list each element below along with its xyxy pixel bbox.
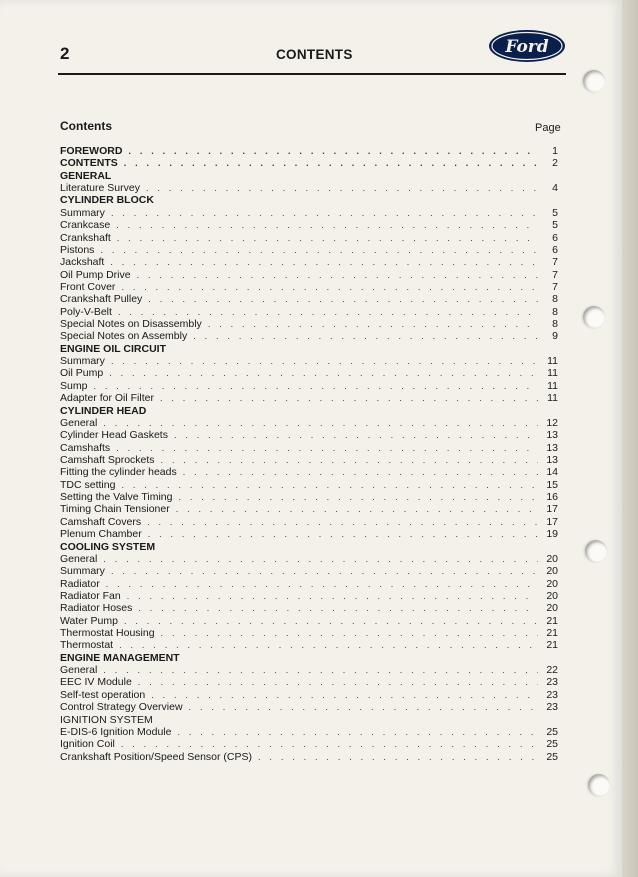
toc-row [60,405,558,417]
toc-entry-page: 8 [552,305,558,318]
toc-dot-leader [178,491,538,503]
toc-dot-leader [138,676,538,688]
toc-row [60,269,558,281]
toc-entry-label: EEC IV Module [60,676,132,689]
toc-dot-leader [189,701,538,713]
toc-entry-label: Thermostat Housing [60,627,155,640]
toc-row [60,578,558,590]
toc-entry-page: 23 [546,676,558,689]
toc-dot-leader [176,503,538,515]
toc-row [60,318,558,330]
toc-dot-leader [116,442,538,454]
toc-entry-label: Poly-V-Belt [60,305,112,318]
toc-entry-label: Water Pump [60,614,118,627]
toc-entry-label: General [60,552,98,565]
punch-hole [585,540,607,562]
toc-entry-label: Cylinder Head Gaskets [60,429,168,442]
toc-entry-page: 7 [552,256,558,269]
toc-entry-page: 6 [552,243,558,256]
toc-dot-leader [151,689,538,701]
toc-row [60,714,558,726]
toc-dot-leader [103,664,538,676]
toc-entry-label: GENERAL [60,169,112,182]
toc-row [60,664,558,676]
toc-entry-page: 22 [546,664,558,677]
toc-entry-label: Special Notes on Assembly [60,330,188,343]
toc-entry-label: Camshaft Sprockets [60,453,155,466]
toc-row [60,429,558,441]
ford-logo-icon [488,29,566,63]
toc-entry-page: 20 [546,552,558,565]
toc-dot-leader [137,269,538,281]
toc-entry-label: TDC setting [60,478,116,491]
toc-entry-page: 8 [552,293,558,306]
toc-dot-leader [103,417,538,429]
toc-dot-leader [118,306,538,318]
toc-entry-label: Oil Pump [60,367,104,380]
toc-entry-page: 13 [546,441,558,454]
toc-row [60,491,558,503]
toc-entry-page: 21 [546,639,558,652]
toc-dot-leader [146,182,538,194]
toc-entry-label: Adapter for Oil Filter [60,392,154,405]
toc-row [60,615,558,627]
toc-row [60,355,558,367]
toc-entry-page: 21 [546,614,558,627]
toc-row [60,343,558,355]
toc-row [60,689,558,701]
punch-hole [583,70,605,92]
page-header [58,34,566,78]
toc-dot-leader [93,380,538,392]
toc-entry-page: 4 [552,182,558,195]
toc-entry-page: 12 [546,416,558,429]
toc-row [60,454,558,466]
toc-dot-leader [193,330,538,342]
toc-entry-label: COOLING SYSTEM [60,540,156,553]
toc-dot-leader [147,516,538,528]
toc-dot-leader [111,207,538,219]
toc-dot-leader [116,219,538,231]
toc-entry-label: Timing Chain Tensioner [60,503,170,516]
toc-entry-label: Plenum Chamber [60,528,142,541]
toc-row [60,479,558,491]
toc-entry-label: Crankshaft Position/Speed Sensor (CPS) [60,750,253,763]
toc-entry-page: 20 [546,589,558,602]
toc-entry-page: 23 [546,701,558,714]
punch-hole [583,306,605,328]
toc-entry-label: Sump [60,379,88,392]
toc-entry-label: Camshafts [60,441,111,454]
toc-entry-label: Fitting the cylinder heads [60,466,177,479]
toc-dot-leader [208,318,538,330]
toc-entry-page: 25 [546,738,558,751]
toc-entry-page: 21 [546,627,558,640]
toc-dot-leader [148,293,538,305]
toc-entry-page: 16 [546,491,558,504]
toc-row [60,392,558,404]
page-column-heading: Page [535,122,561,134]
toc-entry-page: 7 [552,280,558,293]
toc-row [60,170,558,182]
toc-entry-page: 11 [547,392,558,405]
toc-dot-leader [128,145,538,157]
toc-row [60,232,558,244]
toc-row [60,738,558,750]
toc-dot-leader [121,738,538,750]
toc-row [60,516,558,528]
toc-dot-leader [174,429,538,441]
toc-dot-leader [258,751,538,763]
toc-dot-leader [124,615,538,627]
toc-dot-leader [148,528,538,540]
toc-entry-page: 7 [552,268,558,281]
toc-row [60,701,558,713]
toc-row [60,466,558,478]
toc-entry-page: 15 [546,478,558,491]
toc-dot-leader [119,639,538,651]
toc-row [60,207,558,219]
toc-entry-label: Special Notes on Disassembly [60,318,202,331]
toc-entry-label: IGNITION SYSTEM [60,713,153,726]
toc-dot-leader [161,627,538,639]
toc-row [60,367,558,379]
toc-row [60,157,558,169]
toc-dot-leader [183,466,538,478]
page-title: CONTENTS [276,47,353,62]
toc-entry-page: 11 [547,367,558,380]
binder-edge [622,0,638,877]
toc-row [60,442,558,454]
toc-entry-page: 25 [546,750,558,763]
toc-entry-label: Radiator [60,577,100,590]
toc-entry-page: 2 [552,157,558,170]
toc-entry-label: Summary [60,565,105,578]
toc-dot-leader [111,565,538,577]
toc-row [60,676,558,688]
toc-entry-label: ENGINE OIL CIRCUIT [60,342,166,355]
toc-row [60,145,558,157]
toc-dot-leader [121,479,538,491]
toc-entry-label: Ignition Coil [60,738,115,751]
toc-row [60,652,558,664]
toc-row [60,417,558,429]
toc-entry-label: Self-test operation [60,688,146,701]
toc-dot-leader [161,454,538,466]
toc-entry-label: Radiator Fan [60,589,121,602]
toc-entry-label: Pistons [60,243,95,256]
toc-row [60,306,558,318]
toc-dot-leader [110,256,538,268]
toc-entry-page: 20 [546,565,558,578]
toc-dot-leader [177,726,538,738]
page-number: 2 [60,44,70,63]
toc-entry-label: Crankshaft Pulley [60,293,143,306]
toc-entry-page: 5 [552,206,558,219]
header-rule [58,73,566,75]
toc-entry-label: Setting the Valve Timing [60,491,173,504]
toc-row [60,503,558,515]
toc-row [60,565,558,577]
toc-row [60,281,558,293]
table-of-contents [60,145,558,763]
toc-entry-page: 20 [546,577,558,590]
toc-entry-page: 13 [546,429,558,442]
toc-entry-label: Oil Pump Drive [60,268,131,281]
toc-row [60,330,558,342]
toc-row [60,182,558,194]
toc-entry-label: Crankshaft [60,231,111,244]
toc-entry-page: 11 [547,379,558,392]
toc-entry-page: 13 [546,453,558,466]
toc-row [60,380,558,392]
toc-row [60,627,558,639]
toc-dot-leader [117,232,538,244]
toc-row [60,541,558,553]
toc-entry-label: General [60,664,98,677]
toc-entry-label: Camshaft Covers [60,515,142,528]
toc-row [60,528,558,540]
toc-row [60,293,558,305]
toc-entry-label: CONTENTS [60,157,118,170]
toc-dot-leader [127,590,538,602]
toc-entry-label: Radiator Hoses [60,602,133,615]
toc-entry-page: 8 [552,318,558,331]
toc-dot-leader [109,367,538,379]
toc-row [60,639,558,651]
toc-entry-page: 17 [546,503,558,516]
toc-dot-leader [124,157,538,169]
toc-entry-page: 6 [552,231,558,244]
toc-entry-label: FOREWORD [60,145,123,157]
toc-entry-label: Jackshaft [60,256,105,269]
toc-entry-label: General [60,416,98,429]
toc-dot-leader [103,553,538,565]
toc-dot-leader [160,392,538,404]
toc-entry-label: Thermostat [60,639,114,652]
toc-dot-leader [100,244,538,256]
toc-row [60,602,558,614]
toc-dot-leader [121,281,538,293]
toc-row [60,751,558,763]
toc-entry-page: 14 [546,466,558,479]
toc-entry-label: Summary [60,355,105,368]
toc-entry-page: 17 [546,515,558,528]
contents-heading: Contents [60,119,112,133]
toc-entry-label: Front Cover [60,280,116,293]
toc-entry-label: CYLINDER HEAD [60,404,147,417]
toc-entry-page: 23 [546,688,558,701]
toc-row [60,590,558,602]
toc-entry-label: E-DIS-6 Ignition Module [60,725,172,738]
toc-entry-label: Control Strategy Overview [60,701,183,714]
toc-row [60,194,558,206]
toc-entry-page: 25 [546,725,558,738]
toc-entry-page: 11 [547,355,558,368]
toc-entry-label: Crankcase [60,219,111,232]
toc-entry-label: Literature Survey [60,182,140,195]
toc-row [60,726,558,738]
punch-hole [588,774,610,796]
toc-row [60,244,558,256]
toc-dot-leader [111,355,538,367]
toc-entry-page: 9 [552,330,558,343]
toc-entry-label: ENGINE MANAGEMENT [60,651,180,664]
toc-row [60,219,558,231]
toc-entry-page: 1 [552,145,558,157]
toc-row [60,256,558,268]
toc-entry-label: CYLINDER BLOCK [60,194,154,207]
toc-entry-page: 5 [552,219,558,232]
ford-logo-text: Ford [505,37,549,57]
toc-entry-page: 19 [546,528,558,541]
toc-row [60,553,558,565]
toc-entry-page: 20 [546,602,558,615]
toc-dot-leader [106,578,538,590]
toc-entry-label: Summary [60,206,105,219]
toc-dot-leader [138,602,538,614]
